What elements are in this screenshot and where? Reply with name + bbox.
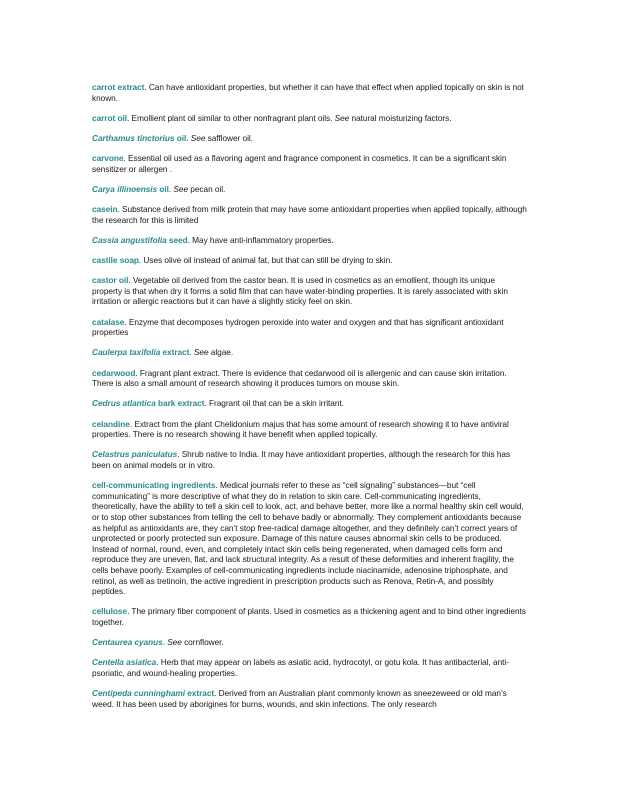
entry-term: bark extract (155, 398, 205, 409)
entry-text: natural moisturizing factors. (349, 112, 452, 123)
entry-term: celandine (92, 418, 130, 429)
entry-term: Carthamus tinctorius (92, 132, 175, 143)
glossary-entry (92, 637, 527, 648)
entry-term: Cedrus atlantica (92, 398, 156, 409)
entry-text: . The primary fiber component of plants. Used in cosmetics as a thickening agent and to bind other ingredients together. (92, 606, 526, 627)
glossary-entry (92, 347, 527, 358)
glossary-entry (92, 184, 527, 195)
entry-term: Caulerpa taxifolia (92, 347, 161, 358)
entry-text: . (168, 183, 174, 194)
entry-text: . Fragrant plant extract. There is evidence that cedarwood oil is allergenic and can cause skin irritation. There is also a small amount of research showing it produces tumors on mouse skin. (92, 367, 507, 389)
entry-term: cedarwood (92, 367, 136, 378)
entry-text: algae. (208, 347, 234, 358)
entry-term: Cassia angustifolia (92, 234, 167, 245)
entry-term: extract (160, 347, 190, 358)
entry-text: . Enzyme that decomposes hydrogen peroxide into water and oxygen and that has significant antioxidant properties (92, 316, 504, 338)
entry-text: . Can have antioxidant properties, but whether it can have that effect when applied topically on skin is not known. (92, 82, 524, 103)
glossary-entry (92, 657, 527, 678)
glossary-entry (92, 153, 527, 174)
glossary-entry (92, 82, 527, 103)
glossary-entry (92, 133, 527, 144)
entry-text: . Extract from the plant Chelidonium majus that has some amount of research showing it to have antiviral properties. There is no research showing it have benefit when applied topically. (92, 418, 509, 440)
glossary-entry (92, 113, 527, 124)
entry-term: castor oil (92, 275, 129, 286)
entry-text: . Derived from an Australian plant commonly known as sneezeweed or old man’s weed. It has been used by aborigines for burns, wounds, and skin infections. The only research (92, 688, 507, 709)
glossary-entry (92, 398, 527, 409)
entry-term: Celastrus paniculatus (92, 449, 178, 460)
see-reference: See (167, 637, 182, 648)
see-reference: See (193, 347, 209, 358)
entry-text: . Herb that may appear on labels as asiatic acid, hydrocotyl, or gotu kola. It has antibacterial, anti-psoriatic, and wound-healing properties. (92, 657, 509, 678)
glossary-entry (92, 449, 527, 470)
see-reference: See (334, 112, 350, 123)
entry-text: . (162, 637, 168, 648)
glossary-entry (92, 275, 527, 307)
entry-text: . Substance derived from milk protein that may have some antioxidant properties when applied topically, although the research for this is limited (92, 204, 527, 225)
glossary-entry (92, 688, 527, 709)
entry-text: cornflower. (181, 637, 224, 648)
glossary-entry (92, 235, 527, 246)
entry-term: Centipeda cunninghami (92, 688, 185, 699)
entry-term: casein (92, 204, 118, 215)
see-reference: See (190, 132, 206, 143)
entry-term: Centaurea cyanus (92, 637, 163, 648)
entry-text: . Essential oil used as a flavoring agent and fragrance component in cosmetics. It can be a significant skin sensitizer or allergen . (92, 153, 507, 174)
entry-term: Carya illinoensis (92, 183, 158, 194)
entry-text: . Medical journals refer to these as “cell signaling” substances—but “cell communicating” is more descriptive of what they do in relation to skin care. Cell-communicating ingredients, theoretically, have the ability to tell a skin cell to look, act, and behave better, more like a normal healthy skin cell would, or to stop other substances from telling the cell to behave badly or abnormally. They complement antioxidants because as helpful as antioxidants are, they can’t stop free-radical damage altogether, and they definitely can’t correct years of unprotected or poorly protected sun exposure. Damage of this nature causes abnormal skin cells to be produced. Instead of normal, round, even, and completely intact skin cells being regenerated, when damaged cells form and reproduce they are uneven, flat, and lack structural integrity. As a result of these deformities and inherent fragility, the cells behave poorly. Examples of cell-communicating ingredients include niacinamide, adenosine triphosphate, and retinol, as well as tretinoin, the active ingredient in prescription products such as Renova, Retin-A, and possibly peptides. (92, 480, 524, 597)
entry-term: carvone (92, 153, 124, 164)
entry-text: pecan oil. (188, 183, 226, 194)
glossary-entry (92, 419, 527, 440)
glossary-entry (92, 204, 527, 225)
entry-text: . Shrub native to India. It may have antioxidant properties, although the research for this has been on animal models or in vitro. (92, 449, 511, 470)
entry-term: carrot extract (92, 82, 145, 92)
glossary-entry (92, 606, 527, 627)
glossary-entry (92, 255, 527, 266)
glossary-entry (92, 480, 527, 597)
entry-term: oil (174, 132, 187, 143)
glossary-entry (92, 317, 527, 338)
entry-term: castile soap (92, 255, 139, 266)
entry-text: . (186, 132, 191, 143)
see-reference: See (173, 183, 189, 194)
entry-term: catalase (92, 316, 125, 327)
glossary-entries (92, 82, 527, 709)
entry-text: . May have anti-inflammatory properties. (187, 234, 334, 245)
entry-text: . (189, 347, 194, 358)
entry-term: extract (185, 688, 215, 699)
entry-term: seed (166, 234, 188, 245)
entry-text: . Emollient plant oil similar to other nonfragrant plant oils. (127, 112, 335, 123)
entry-term: cellulose (92, 606, 128, 617)
entry-term: Centella asiatica (92, 657, 157, 668)
entry-text: . Fragrant oil that can be a skin irritant. (204, 398, 344, 409)
entry-text: . Uses olive oil instead of animal fat, but that can still be drying to skin. (138, 255, 393, 266)
glossary-entry (92, 368, 527, 389)
entry-term: cell-communicating ingredients (92, 480, 216, 491)
entry-text: . Vegetable oil derived from the castor bean. It is used in cosmetics as an emollient, though its unique property is that when dry it forms a solid film that can have water-binding properties. It is rarely associated with skin irritation or allergic reactions but it can have a slightly sticky feel on skin. (92, 275, 508, 307)
entry-text: safflower oil. (205, 132, 253, 143)
entry-term: carrot oil (92, 112, 128, 123)
entry-term: oil (157, 183, 169, 194)
